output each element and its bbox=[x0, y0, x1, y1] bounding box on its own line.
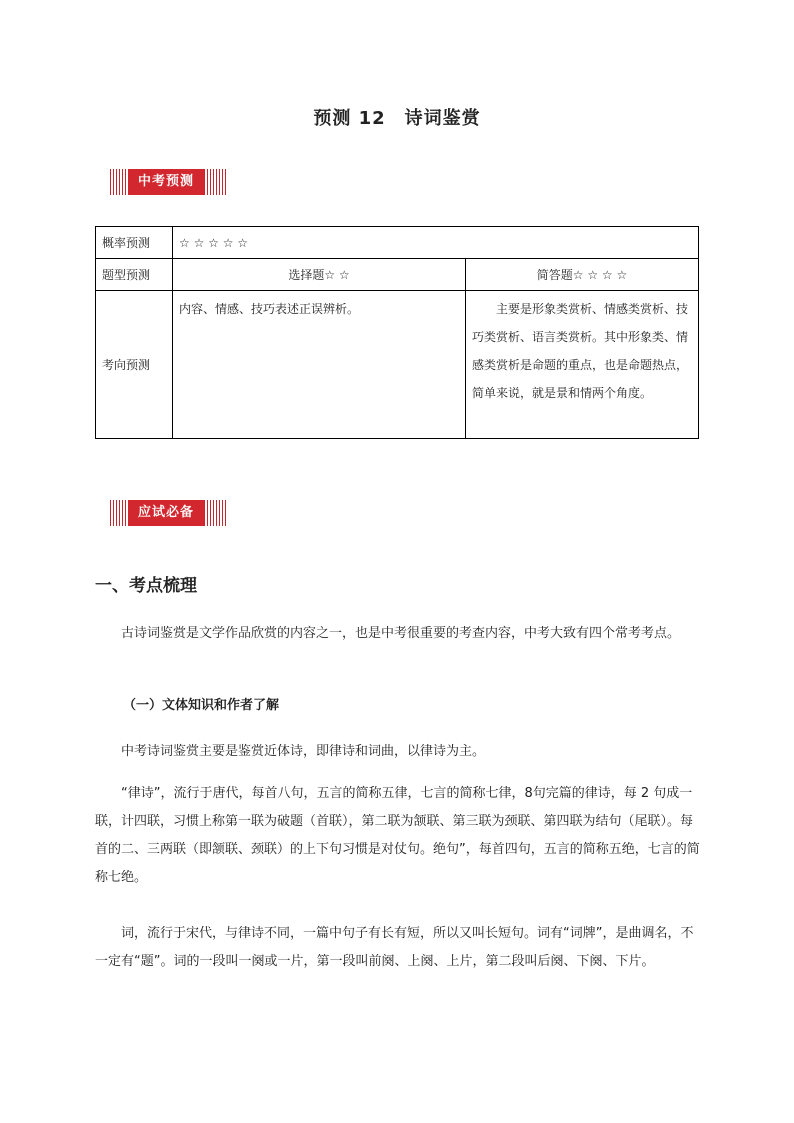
direction-label: 考向预测 bbox=[96, 291, 173, 439]
banner-stripes-right bbox=[204, 169, 226, 195]
probability-value: ☆ ☆ ☆ ☆ ☆ bbox=[173, 227, 699, 259]
paragraph-2: “律诗”，流行于唐代，每首八句，五言的简称五律，七言的简称七律，8句完篇的律诗，每 2 句成一联，计四联，习惯上称第一联为破题（首联），第二联为颔联、第三联为颈联、第四联为结句（尾联）。每首的二、三两联（即颔联、颈联）的上下句习惯是对仗句。绝句”，每首四句，五言的简称五绝，七言的简称七绝。 bbox=[95, 786, 700, 885]
short-answer-direction-cell: 主要是形象类赏析、情感类赏析、技巧类赏析、语言类赏析。其中形象类、情感类赏析是命题的重点，也是命题热点，简单来说，就是景和情两个角度。 bbox=[466, 291, 699, 439]
forecast-table bbox=[95, 226, 699, 439]
section-heading: 一、考点梳理 bbox=[95, 576, 197, 596]
banner-stripes-left bbox=[110, 500, 128, 526]
subsection-heading: （一）文体知识和作者了解 bbox=[123, 698, 280, 713]
choice-direction-cell: 内容、情感、技巧表述正误辨析。 bbox=[173, 291, 466, 439]
table-row bbox=[96, 227, 699, 259]
zhongkao-banner-label: 中考预测 bbox=[128, 169, 204, 195]
question-type-label: 题型预测 bbox=[96, 259, 173, 291]
zhongkao-banner bbox=[110, 169, 226, 195]
probability-label: 概率预测 bbox=[96, 227, 173, 259]
paragraph-1: 中考诗词鉴赏主要是鉴赏近体诗，即律诗和词曲，以律诗为主。 bbox=[121, 744, 486, 759]
page-title: 预测 12 诗词鉴赏 bbox=[313, 108, 481, 129]
table-row bbox=[96, 291, 699, 439]
short-answer-type-cell: 简答题☆ ☆ ☆ ☆ bbox=[466, 259, 699, 291]
yingshi-banner bbox=[110, 500, 226, 526]
table-row bbox=[96, 259, 699, 291]
yingshi-banner-label: 应试必备 bbox=[128, 500, 204, 526]
intro-paragraph: 古诗词鉴赏是文学作品欣赏的内容之一，也是中考很重要的考查内容，中考大致有四个常考考点。 bbox=[121, 626, 681, 641]
banner-stripes-left bbox=[110, 169, 128, 195]
choice-type-cell: 选择题☆ ☆ bbox=[173, 259, 466, 291]
paragraph-3: 词，流行于宋代，与律诗不同，一篇中句子有长有短，所以又叫长短句。词有“词牌”，是曲调名，不一定有“题”。词的一段叫一阕或一片，第一段叫前阕、上阕、上片，第二段叫后阕、下阕、下片。 bbox=[95, 926, 694, 969]
banner-stripes-right bbox=[204, 500, 226, 526]
